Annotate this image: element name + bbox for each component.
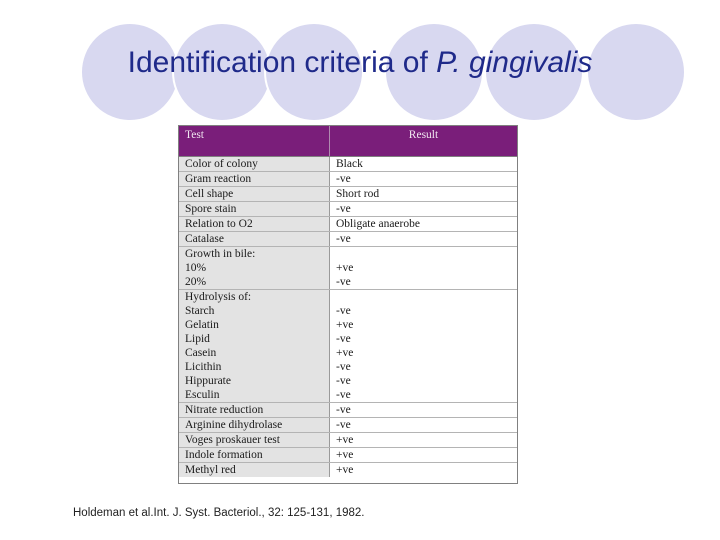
test-group-name: Hydrolysis of: — [185, 291, 252, 303]
table-row — [179, 217, 517, 232]
test-result: -ve — [336, 203, 351, 215]
test-group-name: Growth in bile: — [185, 248, 256, 260]
test-name: Nitrate reduction — [185, 404, 264, 416]
test-name: Starch — [185, 305, 215, 317]
test-result: Obligate anaerobe — [336, 218, 420, 230]
table-row — [179, 157, 517, 172]
table-row-group — [179, 290, 517, 403]
test-name: Gram reaction — [185, 173, 252, 185]
slide-title — [0, 46, 720, 80]
citation: Holdeman et al.Int. J. Syst. Bacteriol., 32: 125-131, 1982. — [73, 507, 365, 519]
test-name: Casein — [185, 347, 217, 359]
table-row — [179, 433, 517, 448]
test-name: Methyl red — [185, 464, 236, 476]
test-name: Esculin — [185, 389, 220, 401]
test-result: -ve — [336, 173, 351, 185]
table-row-group — [179, 247, 517, 290]
test-result: -ve — [336, 375, 351, 387]
table-row — [179, 187, 517, 202]
test-result: Black — [336, 158, 363, 170]
test-result: Short rod — [336, 188, 380, 200]
test-result: -ve — [336, 404, 351, 416]
test-result: -ve — [336, 361, 351, 373]
test-result: -ve — [336, 276, 351, 288]
test-name: Hippurate — [185, 375, 231, 387]
test-name: Spore stain — [185, 203, 237, 215]
identification-table — [178, 125, 518, 484]
table-row — [179, 448, 517, 463]
test-result: -ve — [336, 333, 351, 345]
table-row — [179, 232, 517, 247]
test-name: Cell shape — [185, 188, 234, 200]
title-species: P. gingivalis — [436, 46, 593, 79]
test-name: Indole formation — [185, 449, 263, 461]
test-name: Relation to O2 — [185, 218, 253, 230]
test-name: Lipid — [185, 333, 210, 345]
table-row — [179, 463, 517, 477]
test-result: +ve — [336, 434, 354, 446]
header-test: Test — [179, 126, 330, 156]
test-result: -ve — [336, 419, 351, 431]
test-result: +ve — [336, 347, 354, 359]
test-result: +ve — [336, 464, 354, 476]
table-row — [179, 418, 517, 433]
header-result: Result — [408, 129, 439, 141]
test-name: Licithin — [185, 361, 222, 373]
table-row — [179, 172, 517, 187]
test-result: -ve — [336, 233, 351, 245]
test-name: 10% — [185, 262, 207, 274]
test-result: +ve — [336, 319, 354, 331]
test-result: -ve — [336, 305, 351, 317]
title-text: Identification criteria of — [127, 46, 437, 79]
test-result: +ve — [336, 262, 354, 274]
test-name: 20% — [185, 276, 207, 288]
test-name: Catalase — [185, 233, 224, 245]
test-name: Gelatin — [185, 319, 219, 331]
test-name: Voges proskauer test — [185, 434, 280, 446]
table-row — [179, 202, 517, 217]
test-name: Arginine dihydrolase — [185, 419, 283, 431]
test-result: -ve — [336, 389, 351, 401]
test-name: Color of colony — [185, 158, 258, 170]
table-header — [179, 126, 517, 157]
test-result: +ve — [336, 449, 354, 461]
table-row — [179, 403, 517, 418]
